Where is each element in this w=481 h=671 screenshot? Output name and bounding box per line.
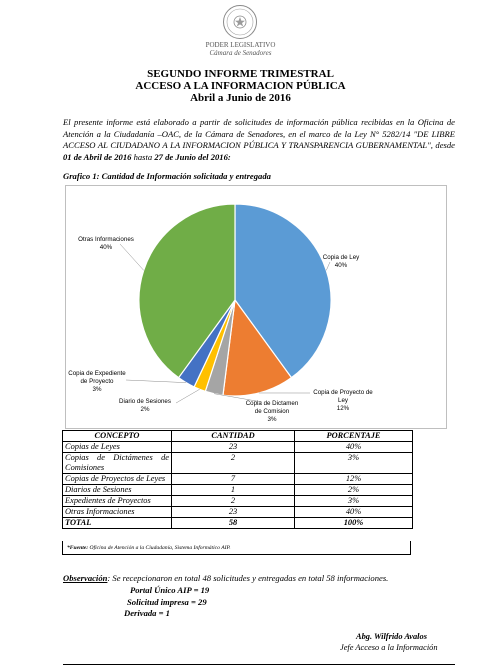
- cell-quantity: 2: [172, 496, 295, 507]
- slice-label-name: Copia de Proyecto de: [313, 389, 373, 396]
- report-subtitle: ACCESO A LA INFORMACION PÚBLICA: [135, 80, 346, 92]
- observation-body: : Se recepcionaron en total 48 solicitudes y entregadas en total 58 informaciones.: [107, 573, 389, 583]
- slice-label-name-2: Ley: [338, 397, 348, 404]
- header-quantity: CANTIDAD: [172, 431, 295, 442]
- cell-concept: Otras Informaciones: [63, 507, 172, 518]
- header-percentage: PORCENTAJE: [295, 431, 413, 442]
- cell-quantity: 1: [172, 485, 295, 496]
- cell-concept: Expedientes de Proyectos: [63, 496, 172, 507]
- total-label: TOTAL: [63, 518, 172, 529]
- intro-text: El presente informe está elaborado a partir de solicitudes de información pública recibidas en la Oficina de Atención a la Ciudadanía –OAC, de la Cámara de Senadores, en el marco de la Ley N° 5282/14 "DE LIBRE ACCESO AL CIUDADANO A LA INFORMACION PÚBLICA Y TRANSPARENCIA GUBERNAMENTAL", desde: [63, 117, 455, 150]
- table-row: [63, 485, 413, 496]
- intro-middle: hasta: [131, 151, 155, 162]
- table-row: [63, 453, 413, 474]
- slice-label-name: Copia de Dictamen: [245, 400, 299, 407]
- total-quantity: 58: [172, 518, 295, 529]
- footer-divider: [63, 664, 455, 665]
- slice-label: [70, 236, 142, 252]
- table-row: [63, 474, 413, 485]
- slice-label-name-2: de Comision: [254, 408, 290, 415]
- cell-percentage: 3%: [295, 453, 413, 474]
- slice-label: [236, 400, 308, 424]
- summary-table: [62, 430, 413, 529]
- observation-printed: Solicitud impresa = 29: [127, 597, 207, 607]
- chart-caption: Grafico 1: Cantidad de Información solicitada y entregada: [63, 171, 271, 181]
- signature-name: Abg. Wilfrido Avalos: [356, 632, 427, 641]
- cell-percentage: 40%: [295, 442, 413, 453]
- observation-label: Observación: [63, 573, 108, 583]
- cell-concept: Copias de Leyes: [63, 442, 172, 453]
- cell-quantity: 23: [172, 442, 295, 453]
- slice-label-name: Copia de Expediente: [68, 370, 126, 377]
- cell-quantity: 7: [172, 474, 295, 485]
- cell-percentage: 40%: [295, 507, 413, 518]
- chamber-name: Cámara de Senadores: [209, 49, 272, 57]
- observation-portal: Portal Único AIP = 19: [130, 585, 210, 595]
- cell-quantity: 23: [172, 507, 295, 518]
- cell-percentage: 12%: [295, 474, 413, 485]
- intro-date-from: 01 de Abril de 2016: [63, 151, 132, 162]
- source-label: *Fuente:: [67, 545, 89, 551]
- slice-label-pct: 2%: [140, 406, 150, 413]
- observation-text: [63, 573, 388, 583]
- intro-date-to: 27 de Junio del 2016:: [154, 151, 231, 162]
- total-percentage: 100%: [295, 518, 413, 529]
- slice-label-pct: 3%: [92, 386, 102, 393]
- cell-concept: Diarios de Sesiones: [63, 485, 172, 496]
- table-row: [63, 507, 413, 518]
- slice-label-name: Otras Informaciones: [78, 236, 134, 243]
- slice-label-pct: 40%: [99, 244, 113, 251]
- slice-label: [306, 254, 376, 270]
- cell-quantity: 2: [172, 453, 295, 474]
- cell-concept: Copias de Dictámenes de Comisiones: [63, 453, 172, 474]
- table-source-note: [62, 541, 411, 555]
- slice-label-name-2: de Proyecto: [80, 378, 114, 385]
- table-header-row: [63, 431, 413, 442]
- source-text: Oficina de Atención a la Ciudadanía, Sistema Informático AIP.: [88, 545, 231, 551]
- table-row: [63, 496, 413, 507]
- report-title: SEGUNDO INFORME TRIMESTRAL: [147, 68, 334, 80]
- cell-concept: Copias de Proyectos de Leyes: [63, 474, 172, 485]
- slice-label: [62, 370, 132, 394]
- org-name: PODER LEGISLATIVO: [205, 41, 276, 49]
- header-concept: CONCEPTO: [63, 431, 172, 442]
- slice-label-name: Diario de Sesiones: [119, 398, 171, 405]
- slice-label-pct: 40%: [334, 262, 348, 269]
- signature-role: Jefe Acceso a la Información: [340, 643, 438, 652]
- table-row: [63, 442, 413, 453]
- cell-percentage: 3%: [295, 496, 413, 507]
- slice-label: [306, 389, 380, 413]
- observation-derived: Derivada = 1: [124, 608, 170, 618]
- report-period: Abril a Junio de 2016: [190, 92, 291, 104]
- table-total-row: [63, 518, 413, 529]
- slice-label: [110, 398, 180, 414]
- slice-label-pct: 3%: [267, 416, 277, 423]
- leader-line: [126, 380, 186, 383]
- slice-label-pct: 12%: [336, 405, 350, 412]
- cell-percentage: 2%: [295, 485, 413, 496]
- slice-label-name: Copia de Ley: [322, 254, 360, 261]
